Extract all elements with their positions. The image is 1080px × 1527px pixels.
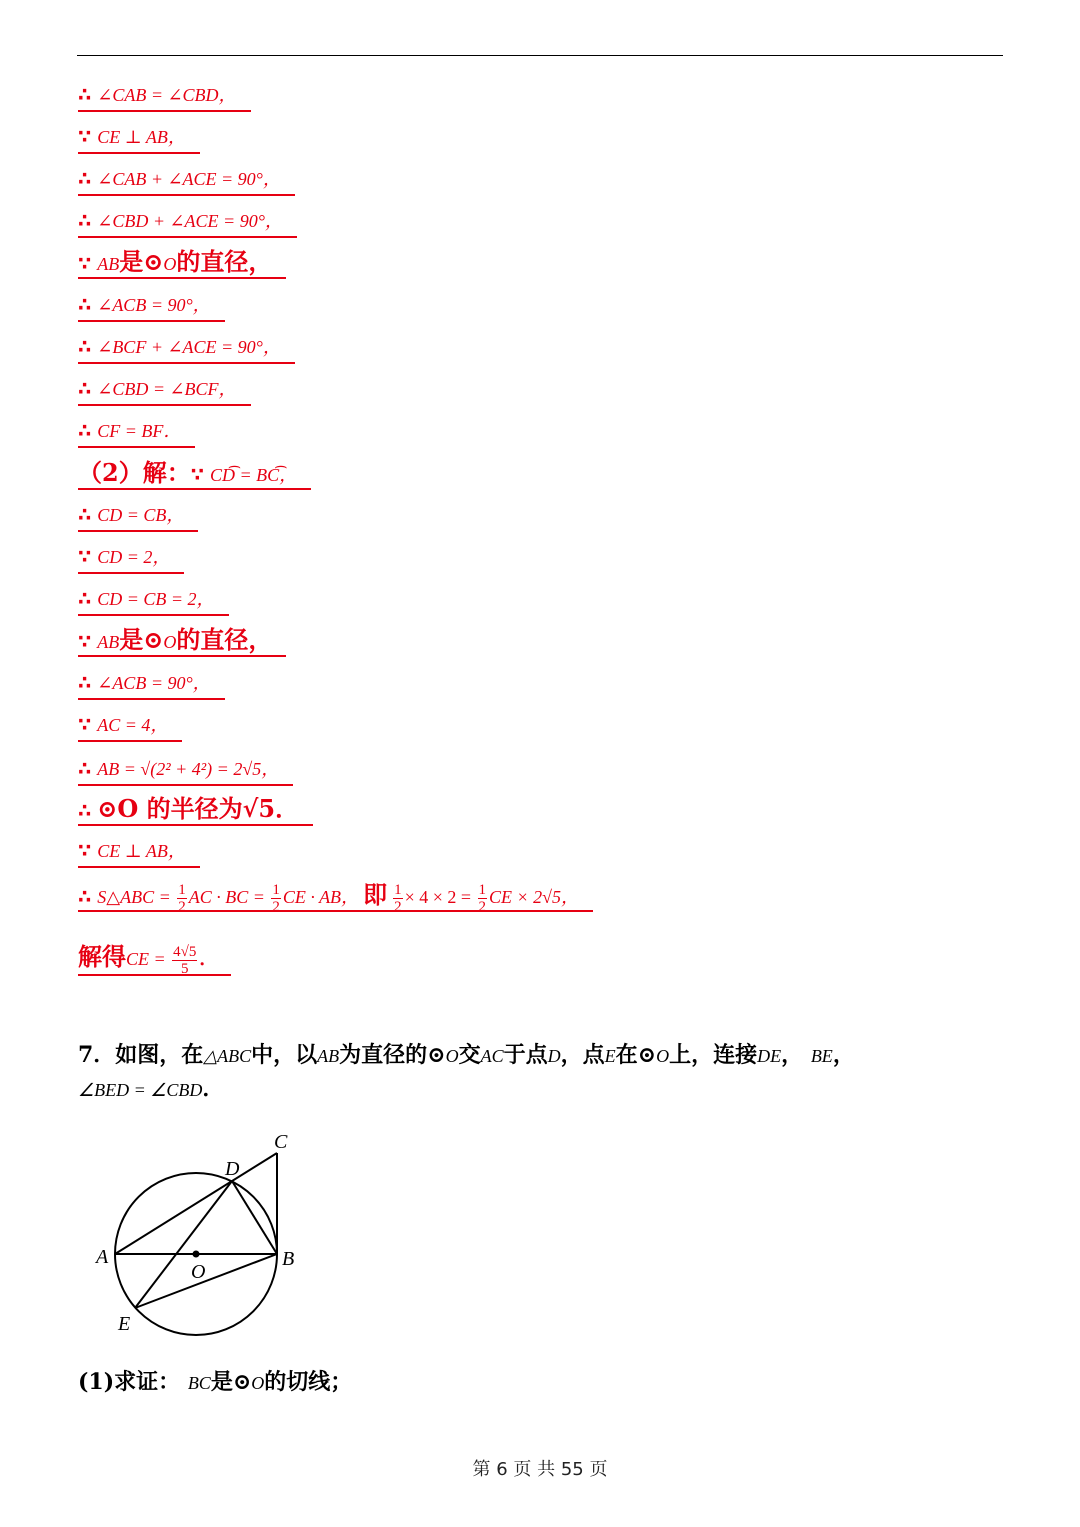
- reason-symbol: ∵: [78, 840, 92, 862]
- label-c: C: [274, 1131, 288, 1153]
- reason-symbol: ∴: [78, 420, 92, 442]
- header-rule: [77, 55, 1003, 56]
- reason-symbol: ∴: [78, 672, 92, 694]
- chinese-text: 的直径，: [176, 625, 273, 654]
- jiede-label: 解得: [78, 942, 126, 971]
- reason-symbol: ∴: [78, 168, 92, 190]
- math-text: CD = CB，: [97, 505, 185, 525]
- solution-line: [78, 80, 251, 112]
- solution-line: [78, 247, 286, 279]
- area-formula-line: [78, 880, 593, 916]
- reason-symbol: ∵: [78, 714, 92, 736]
- math-text: ∠ACB = 90°，: [97, 673, 211, 693]
- center-point: [193, 1251, 200, 1258]
- page-footer: 第 6 页 共 55 页: [472, 1459, 608, 1480]
- math-text: ∠CBD = ∠BCF，: [97, 379, 237, 399]
- solution-line: [78, 290, 225, 322]
- math-text: AB = √(2² + 4²) = 2√5，: [97, 759, 280, 779]
- reason-symbol: ∴: [78, 378, 92, 400]
- fraction: $\frac{4√5}{5}$: [173, 944, 197, 978]
- label-b: B: [282, 1248, 295, 1270]
- solution-line: [78, 794, 313, 826]
- label-d: D: [225, 1158, 240, 1180]
- math-text: CF = BF．: [97, 421, 182, 441]
- math-text: ∠CAB + ∠ACE = 90°，: [97, 169, 281, 189]
- solution-line: [78, 754, 293, 786]
- math-text: O: [163, 254, 177, 274]
- fraction: $\frac{1}{2}$: [394, 882, 402, 916]
- reason-symbol: ∴: [78, 84, 92, 106]
- part-1-prompt: (1)求证： BC是⊙O的切线；: [78, 1369, 353, 1395]
- math-text: O: [163, 632, 177, 652]
- math-text: AC = 4，: [97, 715, 169, 735]
- math-text: ∠BCF + ∠ACE = 90°，: [97, 337, 281, 357]
- segment-ac: [115, 1153, 277, 1254]
- math-text: AB: [97, 632, 120, 652]
- result-lhs: CE =: [126, 949, 171, 969]
- solution-line: [78, 332, 295, 364]
- solution-line: [78, 122, 200, 154]
- reason-symbol: ∴: [78, 588, 92, 610]
- math-text: ∠ACB = 90°，: [97, 295, 211, 315]
- reason-symbol: ∴: [78, 336, 92, 358]
- fraction: $\frac{1}{2}$: [478, 882, 487, 916]
- math-text: ∠CAB = ∠CBD，: [97, 85, 237, 105]
- math-text: AB: [97, 254, 120, 274]
- reason-symbol: ∵: [78, 126, 92, 148]
- therefore-symbol: ∴: [78, 886, 92, 908]
- solution-line: [78, 542, 184, 574]
- solution-line: [78, 668, 225, 700]
- chinese-text: 是⊙: [119, 625, 164, 654]
- area-lhs: S△ABC =: [97, 887, 176, 907]
- conclusion-text: ⊙O 的半径为√5．: [97, 794, 300, 823]
- solution-line: [78, 710, 182, 742]
- math-text: CE ⊥ AB，: [97, 841, 186, 861]
- fraction: $\frac{1}{2}$: [178, 882, 186, 916]
- math-text: ∠CBD + ∠ACE = 90°，: [97, 211, 283, 231]
- area-term-2: CE · AB，: [282, 887, 360, 907]
- area-term-1: AC · BC =: [188, 887, 270, 907]
- segment-db: [232, 1181, 277, 1254]
- geometry-figure: [90, 1125, 310, 1340]
- area-term-4: CE × 2√5，: [489, 887, 580, 907]
- ji-label: 即: [363, 880, 388, 909]
- solution-line: [78, 416, 195, 448]
- solution-line: [78, 164, 295, 196]
- label-e: E: [118, 1313, 131, 1335]
- math-text: CE ⊥ AB，: [97, 127, 186, 147]
- fraction: $\frac{1}{2}$: [272, 882, 280, 916]
- area-term-3: × 4 × 2 =: [404, 887, 476, 907]
- math-text: CD = CB = 2，: [97, 589, 215, 609]
- result-line: 解得CE = $\frac{4√5}{5}$ ．: [78, 942, 231, 976]
- solution-line: [78, 836, 200, 868]
- solution-line: [78, 458, 311, 490]
- label-o: O: [191, 1261, 206, 1283]
- chinese-text: 是⊙: [119, 247, 164, 276]
- question-7-line-1: 7．如图，在△ABC中，以AB为直径的⊙O交AC于点D，点E在⊙O上，连接DE， BE，: [78, 1042, 855, 1068]
- math-text: CD = 2，: [97, 547, 171, 567]
- solution-line: [78, 625, 286, 657]
- reason-symbol: ∴: [78, 504, 92, 526]
- label-a: A: [96, 1246, 109, 1268]
- question-7-line-2: ∠BED = ∠CBD．: [78, 1076, 225, 1102]
- reason-symbol: ∴: [78, 800, 92, 822]
- reason-symbol: ∴: [78, 758, 92, 780]
- part-2-label: （2）解：: [78, 458, 191, 487]
- solution-line: [78, 206, 297, 238]
- reason-symbol: ∵: [190, 464, 204, 486]
- chinese-text: 的直径，: [176, 247, 273, 276]
- reason-symbol: ∵: [78, 546, 92, 568]
- solution-line: [78, 374, 251, 406]
- reason-symbol: ∵: [78, 253, 92, 275]
- solution-line: [78, 500, 198, 532]
- reason-symbol: ∴: [78, 210, 92, 232]
- reason-symbol: ∴: [78, 294, 92, 316]
- reason-symbol: ∵: [78, 631, 92, 653]
- math-text: CD͡ = BC͡，: [209, 465, 298, 485]
- solution-line: [78, 584, 229, 616]
